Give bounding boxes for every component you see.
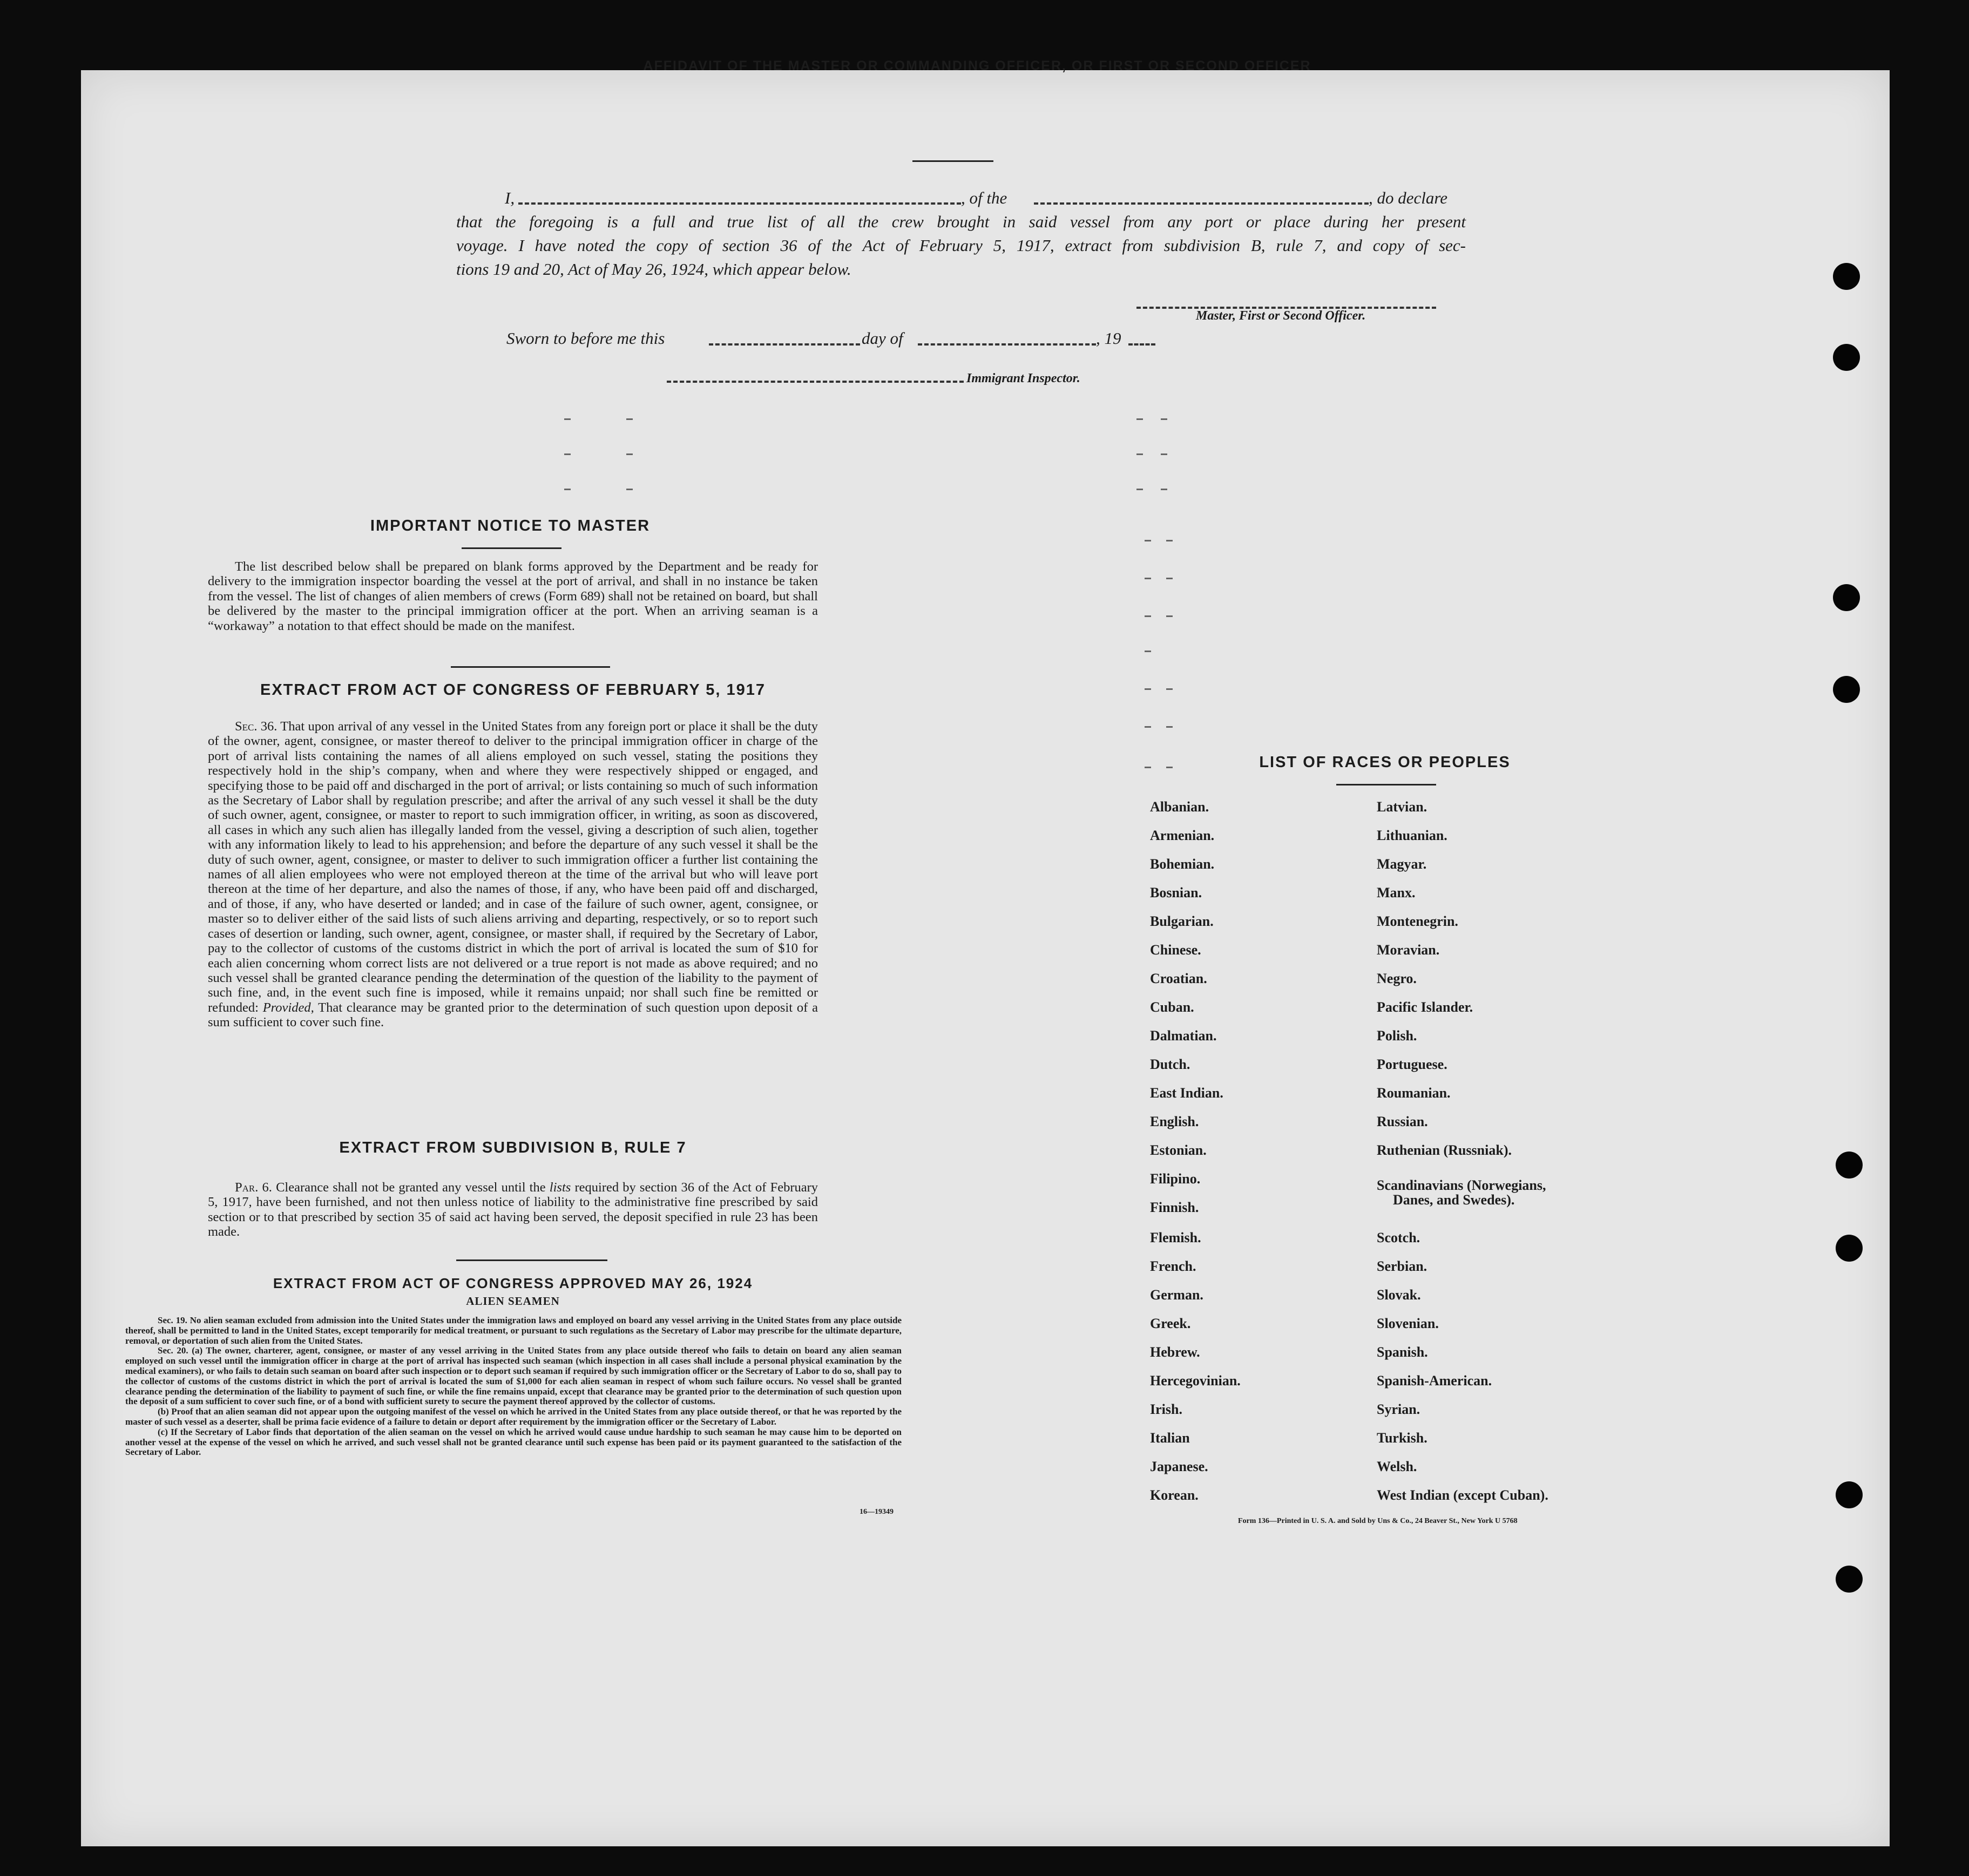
divider: [1336, 784, 1436, 785]
binder-hole: [1833, 263, 1860, 290]
race-item: Serbian.: [1377, 1258, 1427, 1274]
race-item: Spanish-American.: [1377, 1373, 1492, 1389]
race-item: Cuban.: [1150, 999, 1194, 1015]
race-item: Italian: [1150, 1430, 1190, 1446]
race-item: Bosnian.: [1150, 885, 1202, 900]
section-36-text: [208, 719, 818, 1030]
race-item: Portuguese.: [1377, 1056, 1447, 1072]
race-item: Magyar.: [1377, 856, 1427, 872]
race-item: Armenian.: [1150, 828, 1215, 843]
alien-seamen-subtitle: ALIEN SEAMEN: [466, 1295, 560, 1308]
affidavit-line: tions 19 and 20, Act of May 26, 1924, which appear below.: [456, 260, 851, 279]
proviso-word: Provided,: [262, 1000, 314, 1015]
inspector-signature-blank[interactable]: [667, 381, 964, 383]
binder-hole: [1836, 1566, 1863, 1593]
sworn-day-of: day of: [862, 329, 903, 348]
affidavit-i: I,: [505, 188, 515, 207]
affidavit-line: that the foregoing is a full and true list of all the crew brought in said vessel from any port or place during her present: [456, 212, 1466, 231]
section-20b: (b) Proof that an alien seaman did not appear upon the outgoing manifest of the vessel on which he arrived in the United States from any place outside thereof, or that he was reported by the master of such vessel as a deserter, shall be prima facie evidence of a failure to detain or deport after requirement by the immigration officer or the Secretary of Labor.: [125, 1406, 902, 1427]
extract-1924-title: EXTRACT FROM ACT OF CONGRESS APPROVED MAY 26, 1924: [273, 1275, 753, 1291]
race-item: Finnish.: [1150, 1200, 1199, 1215]
race-item: Bulgarian.: [1150, 913, 1214, 929]
master-label: Master, First or Second Officer.: [1196, 309, 1366, 323]
binder-hole: [1836, 1481, 1863, 1508]
race-item: Manx.: [1377, 885, 1416, 900]
race-item: English.: [1150, 1114, 1199, 1129]
race-item: Japanese.: [1150, 1459, 1208, 1474]
inspector-label: Immigrant Inspector.: [966, 371, 1080, 385]
race-item: Welsh.: [1377, 1459, 1417, 1474]
race-item: Slovenian.: [1377, 1316, 1439, 1331]
affidavit-of-the: , of the: [961, 188, 1007, 207]
race-item: Latvian.: [1377, 799, 1427, 815]
rule-7-title: EXTRACT FROM SUBDIVISION B, RULE 7: [339, 1139, 687, 1156]
paragraph-label: Par. 6.: [235, 1180, 272, 1195]
binder-hole: [1833, 344, 1860, 371]
race-item: Scotch.: [1377, 1230, 1420, 1245]
race-item: Montenegrin.: [1377, 913, 1458, 929]
race-item: Chinese.: [1150, 942, 1201, 958]
race-item: Filipino.: [1150, 1171, 1201, 1187]
name-blank[interactable]: [518, 202, 961, 205]
race-item: Danes, and Swedes).: [1393, 1192, 1515, 1208]
race-item: Pacific Islander.: [1377, 999, 1473, 1015]
section-36-body: That upon arrival of any vessel in the United States from any foreign port or place it shall be the duty of the owner, agent, consignee, or master thereof to deliver to the principal immigration officer in charge of the port of arrival lists containing the names of all aliens employed on such vessel, stating the positions they respectively hold in the ship’s company, when and where they were respectively shipped or engaged, and specifying those to be paid off and discharged in the port of arrival; or lists containing so much of such information as the Secretary of Labor shall by regulation prescribe; and after the arrival of any such vessel it shall be the duty of such owner, agent, consignee, or master to report to such immigration officer, in writing, as soon as discovered, all cases in which any such alien has illegally landed from the vessel, giving a description of such alien, together with any information likely to lead to his apprehension; and before the departure of any such vessel it shall be the duty of such owner, agent, consignee, or master to deliver to such immigration officer a further list containing the names of all alien employees who were not employed thereon at the time of the arrival but who will leave port thereon at the time of her departure, and also the names of those, if any, who have been paid off and discharged, and of those, if any, who have deserted or landed; and in case of the failure of such owner, agent, consignee, or master so to deliver either of the said lists of such aliens arriving and departing, respectively, or so to report such cases of desertion or landing, such owner, agent, consignee, or master shall, if required by the Secretary of Labor, pay to the collector of customs of the customs district in which the port of arrival is located the sum of $10 for each alien concerning whom correct lists are not delivered or a true report is not made as above required; and no such vessel shall be granted clearance pending the determination of the question of the liability to the payment of such fine, and, in the event such fine is imposed, while it remains unpaid; nor shall such fine be remitted or refunded:: [208, 719, 818, 1015]
race-item: Dutch.: [1150, 1056, 1190, 1072]
year-blank[interactable]: [1128, 343, 1155, 346]
race-item: Korean.: [1150, 1487, 1199, 1503]
extract-1917-title: EXTRACT FROM ACT OF CONGRESS OF FEBRUARY 5, 1917: [260, 681, 766, 699]
race-item: Syrian.: [1377, 1401, 1420, 1417]
binder-hole: [1836, 1152, 1863, 1179]
form-code: 16—19349: [860, 1508, 894, 1516]
alien-seamen-text: [125, 1316, 902, 1458]
race-item: Irish.: [1150, 1401, 1182, 1417]
race-item: German.: [1150, 1287, 1203, 1303]
race-item: Slovak.: [1377, 1287, 1421, 1303]
paragraph-6-body-b: required by section 36 of the Act of February 5, 1917, have been furnished, and not then unless notice of liability to the administrative fine prescribed by said section or to that prescribed by section 35 of said act having been served, the deposit specified in rule 23 has been made.: [208, 1180, 818, 1240]
paragraph-6-text: [208, 1180, 818, 1240]
notice-body: [208, 559, 818, 633]
race-item: Croatian.: [1150, 971, 1207, 986]
notice-paragraph: The list described below shall be prepared on blank forms approved by the Department and be ready for delivery to the immigration inspector boarding the vessel at the port of arrival, and shall in no instance be taken from the vessel. The list of changes of alien members of crews (Form 689) shall not be retained on board, but shall be delivered by the master to the principal immigration officer at the port. When an arriving seaman is a “workaway” a notation to that effect should be made on the manifest.: [208, 559, 818, 633]
race-item: Hercegovinian.: [1150, 1373, 1241, 1389]
race-item: Flemish.: [1150, 1230, 1201, 1245]
section-20c: (c) If the Secretary of Labor finds that deportation of the alien seaman on the vessel on which he arrived would cause undue hardship to such seaman he may cause him to be deported on another vessel at the expense of the vessel on which he arrived, and such vessel shall not be granted clearance until such expense has been paid or its payment guaranteed to the satisfaction of the Secretary of Labor.: [125, 1426, 902, 1458]
binder-hole: [1833, 584, 1860, 611]
race-item: Lithuanian.: [1377, 828, 1447, 843]
race-item: Scandinavians (Norwegians,: [1377, 1177, 1546, 1193]
race-item: Greek.: [1150, 1316, 1191, 1331]
lists-word: lists: [549, 1180, 571, 1195]
section-19: Sec. 19. No alien seaman excluded from admission into the United States under the immigration laws and employed on board any vessel arriving in the United States from any place outside thereof, shall be permitted to land in the United States, except temporarily for medical treatment, or pursuant to such regulations as the Secretary of Labor may prescribe for the ultimate departure, removal, or deportation of such alien from the United States.: [125, 1315, 902, 1346]
race-item: Ruthenian (Russniak).: [1377, 1142, 1512, 1158]
divider: [456, 1259, 607, 1261]
printer-footer: Form 136—Printed in U. S. A. and Sold by Uns & Co., 24 Beaver St., New York U 5768: [1238, 1517, 1518, 1525]
sworn-text: Sworn to before me this: [506, 329, 665, 348]
day-blank[interactable]: [709, 343, 860, 346]
notice-title: IMPORTANT NOTICE TO MASTER: [370, 517, 651, 534]
binder-hole: [1836, 1235, 1863, 1262]
race-item: Turkish.: [1377, 1430, 1427, 1446]
race-item: Negro.: [1377, 971, 1417, 986]
divider: [912, 160, 993, 162]
binder-hole: [1833, 676, 1860, 703]
race-item: French.: [1150, 1258, 1196, 1274]
race-item: Hebrew.: [1150, 1344, 1200, 1360]
race-item: Polish.: [1377, 1028, 1417, 1044]
race-item: West Indian (except Cuban).: [1377, 1487, 1548, 1503]
section-label: Sec. 36.: [235, 719, 278, 734]
sworn-year: , 19: [1096, 329, 1121, 348]
section-20a: Sec. 20. (a) The owner, charterer, agent, consignee, or master of any vessel arriving in the United States from any place outside thereof who fails to detain on board any alien seaman employed on such vessel until the immigration officer in charge at the port of arrival has inspected such seaman (which inspection in all cases shall include a personal physical examination by the medical examiners), or who fails to detain such seaman on board after such inspection or to deport such seaman if required by such immigration officer or the Secretary of Labor to do so, shall pay to the collector of customs of the customs district in which the port of arrival is located the sum of $1,000 for each alien seaman in respect of whom such failure occurs. No vessel shall be granted clearance pending the determination of the liability to payment of such fine, or while the fine remains unpaid, except that clearance may be granted prior to the determination of such question upon the deposit of a sum sufficient to cover such fine, or of a bond with sufficient surety to secure the payment thereof approved by the collector of customs.: [125, 1345, 902, 1407]
month-blank[interactable]: [918, 343, 1096, 346]
race-item: East Indian.: [1150, 1085, 1223, 1101]
affidavit-declare: , do declare: [1369, 188, 1448, 207]
race-item: Spanish.: [1377, 1344, 1428, 1360]
vessel-blank[interactable]: [1034, 202, 1369, 205]
race-item: Roumanian.: [1377, 1085, 1451, 1101]
divider: [462, 547, 561, 549]
race-item: Moravian.: [1377, 942, 1440, 958]
paragraph-6-body-a: Clearance shall not be granted any vessel until the: [276, 1180, 546, 1195]
race-item: Estonian.: [1150, 1142, 1207, 1158]
divider: [451, 666, 610, 668]
race-item: Albanian.: [1150, 799, 1209, 815]
race-item: Dalmatian.: [1150, 1028, 1217, 1044]
affidavit-title: AFFIDAVIT OF THE MASTER OR COMMANDING OFFICER, OR FIRST OR SECOND OFFICER: [643, 58, 1311, 73]
races-title: LIST OF RACES OR PEOPLES: [1259, 754, 1511, 771]
race-item: Bohemian.: [1150, 856, 1215, 872]
affidavit-line: voyage. I have noted the copy of section 36 of the Act of February 5, 1917, extract from subdivision B, rule 7, and copy of sec-: [456, 236, 1466, 255]
race-item: Russian.: [1377, 1114, 1428, 1129]
proviso-text: That clearance may be granted prior to the determination of such question upon deposit of a sum sufficient to cover such fine.: [208, 1000, 818, 1030]
